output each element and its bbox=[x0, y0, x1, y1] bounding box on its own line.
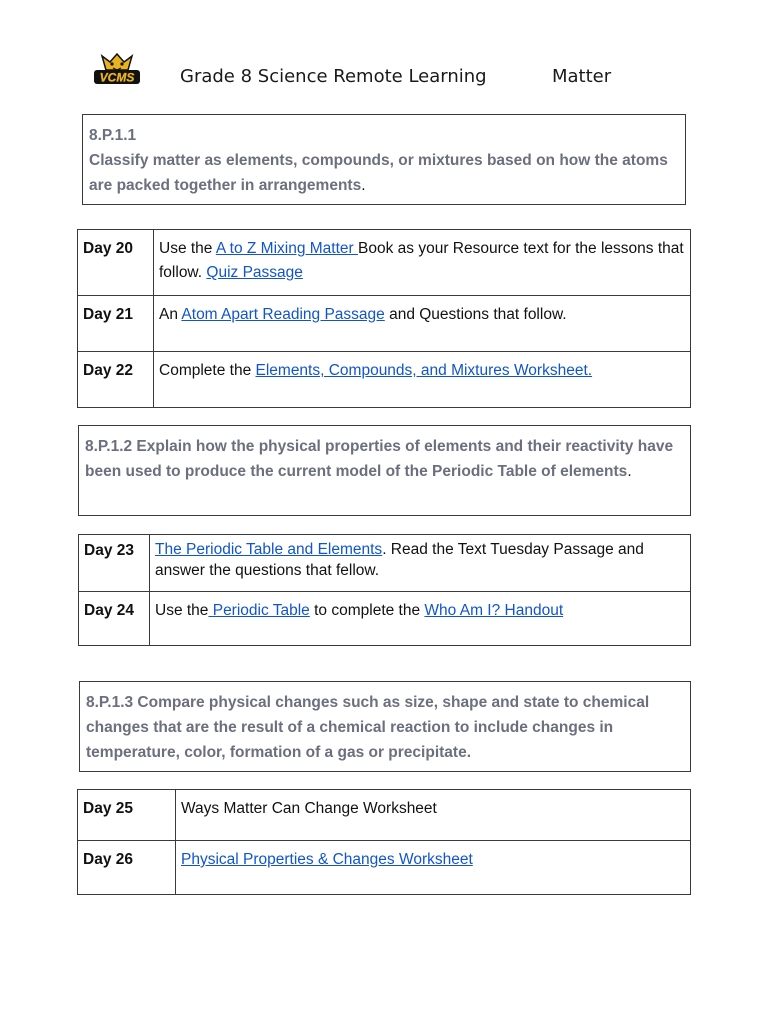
quiz-passage-link[interactable]: Quiz Passage bbox=[206, 264, 303, 281]
table-row bbox=[79, 535, 691, 592]
lesson-cell: The Periodic Table and Elements. Read the Text Tuesday Passage and answer the questions that fellow. bbox=[150, 535, 691, 592]
day-label: Day 20 bbox=[78, 230, 154, 296]
periodic-table-link[interactable]: Periodic Table bbox=[208, 602, 310, 619]
atom-apart-reading-passage-link[interactable]: Atom Apart Reading Passage bbox=[181, 306, 385, 323]
elements-compounds-mixtures-worksheet-link[interactable]: Elements, Compounds, and Mixtures Worksheet. bbox=[255, 362, 593, 379]
lesson-cell: Use the Periodic Table to complete the Who Am I? Handout bbox=[150, 592, 691, 646]
table-row bbox=[78, 296, 691, 352]
standard-box-2: 8.P.1.2 Explain how the physical properties of elements and their reactivity have been used to produce the current model of the Periodic Table of elements. bbox=[78, 425, 691, 516]
table-row bbox=[79, 592, 691, 646]
physical-properties-changes-worksheet-link[interactable]: Physical Properties & Changes Worksheet bbox=[181, 851, 473, 868]
day-label: Day 25 bbox=[78, 790, 176, 841]
standard-text: Classify matter as elements, compounds, or mixtures based on how the atoms are packed together in arrangements bbox=[89, 152, 668, 194]
day-label: Day 21 bbox=[78, 296, 154, 352]
lesson-cell bbox=[176, 841, 691, 895]
day-label: Day 22 bbox=[78, 352, 154, 408]
page-topic: Matter bbox=[552, 66, 612, 87]
lesson-table-2 bbox=[78, 534, 691, 646]
day-label: Day 23 bbox=[79, 535, 150, 592]
table-row bbox=[78, 352, 691, 408]
standard-code: 8.P.1.1 bbox=[89, 127, 137, 144]
lesson-table-1 bbox=[77, 229, 691, 408]
table-row bbox=[78, 841, 691, 895]
lesson-table-3 bbox=[77, 789, 691, 895]
a-to-z-mixing-matter-link[interactable]: A to Z Mixing Matter bbox=[215, 240, 359, 257]
who-am-i-handout-link[interactable]: Who Am I? Handout bbox=[424, 602, 564, 619]
standard-text: 8.P.1.2 Explain how the physical properties of elements and their reactivity have been used to produce the current model of the Periodic Table of elements bbox=[85, 438, 674, 480]
lesson-cell: Complete the Elements, Compounds, and Mixtures Worksheet. bbox=[154, 352, 691, 408]
svg-text:VCMS: VCMS bbox=[99, 70, 135, 85]
table-row bbox=[78, 790, 691, 841]
day-label: Day 26 bbox=[78, 841, 176, 895]
page-title: Grade 8 Science Remote Learning bbox=[180, 66, 487, 87]
table-row bbox=[78, 230, 691, 296]
standard-box-1: 8.P.1.1 Classify matter as elements, compounds, or mixtures based on how the atoms are packed together in arrangements. bbox=[82, 114, 686, 205]
standard-text: 8.P.1.3 Compare physical changes such as size, shape and state to chemical changes that are the result of a chemical reaction to include changes in temperature, color, formation of a gas or precipitate. bbox=[86, 694, 650, 761]
standard-box-3 bbox=[79, 681, 691, 772]
lesson-cell: Use the A to Z Mixing Matter Book as your Resource text for the lessons that follow. Quiz Passage bbox=[154, 230, 691, 296]
page-header bbox=[0, 66, 768, 96]
lesson-cell: An Atom Apart Reading Passage and Questions that follow. bbox=[154, 296, 691, 352]
lesson-cell: Ways Matter Can Change Worksheet bbox=[176, 790, 691, 841]
day-label: Day 24 bbox=[79, 592, 150, 646]
periodic-table-and-elements-link[interactable]: The Periodic Table and Elements bbox=[155, 541, 383, 558]
